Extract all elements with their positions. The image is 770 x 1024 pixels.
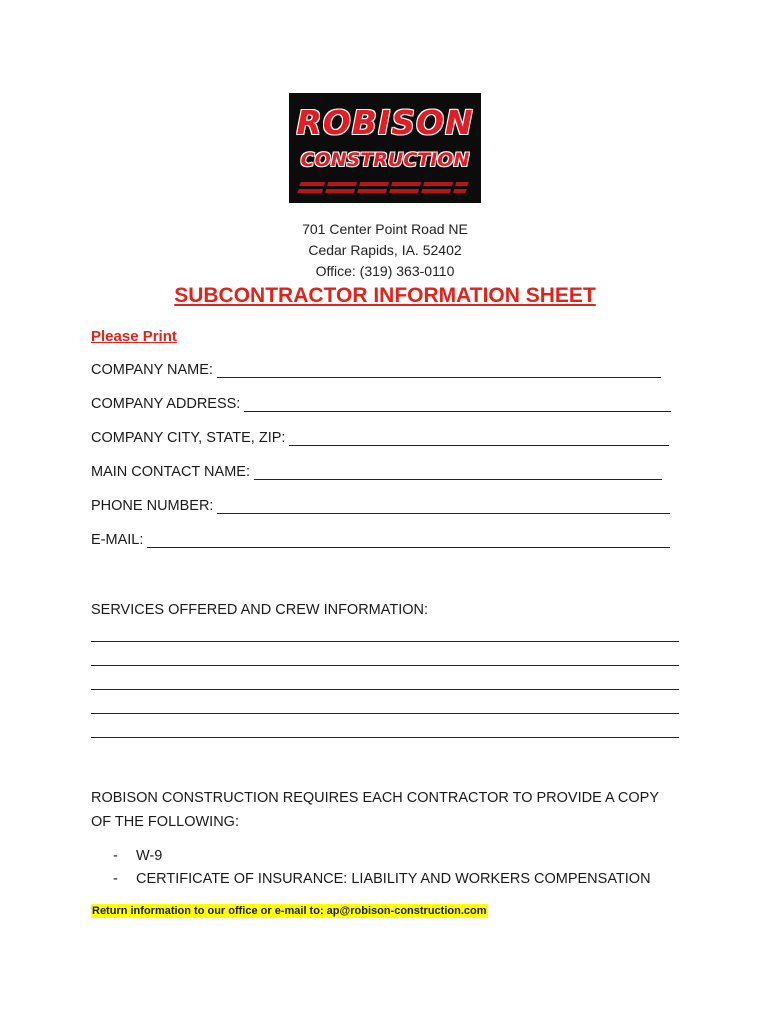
requirement-text: ROBISON CONSTRUCTION REQUIRES EACH CONTRACTOR TO PROVIDE A COPY OF THE FOLLOWING: bbox=[91, 790, 659, 830]
logo-stripes-icon bbox=[297, 181, 473, 195]
phone-input[interactable] bbox=[217, 499, 670, 514]
main-contact-field[interactable] bbox=[91, 464, 662, 480]
bullet-dash: - bbox=[113, 871, 118, 887]
requirement-item-w9: W-9 bbox=[136, 848, 163, 864]
email-field[interactable] bbox=[91, 532, 670, 548]
company-name-field[interactable] bbox=[91, 362, 661, 378]
email-input[interactable] bbox=[147, 533, 670, 548]
email-label: E-MAIL: bbox=[91, 532, 144, 548]
services-line[interactable] bbox=[91, 688, 679, 690]
bullet-dash: - bbox=[113, 848, 118, 864]
requirement-item-insurance: CERTIFICATE OF INSURANCE: LIABILITY AND WORKERS COMPENSATION bbox=[136, 871, 651, 887]
address-street: 701 Center Point Road NE bbox=[302, 221, 468, 237]
phone-label: PHONE NUMBER: bbox=[91, 498, 214, 514]
services-line[interactable] bbox=[91, 640, 679, 642]
return-info-note: Return information to our office or e-mail to: ap@robison-construction.com bbox=[92, 905, 487, 917]
company-address-label: COMPANY ADDRESS: bbox=[91, 396, 241, 412]
address-city: Cedar Rapids, IA. 52402 bbox=[308, 242, 462, 258]
please-print-label: Please Print bbox=[91, 328, 177, 345]
company-city-label: COMPANY CITY, STATE, ZIP: bbox=[91, 430, 286, 446]
phone-field[interactable] bbox=[91, 498, 670, 514]
company-address-field[interactable] bbox=[91, 396, 671, 412]
services-line[interactable] bbox=[91, 736, 679, 738]
company-logo bbox=[289, 93, 481, 203]
page-title: SUBCONTRACTOR INFORMATION SHEET bbox=[174, 284, 596, 307]
company-address-input[interactable] bbox=[244, 397, 671, 412]
logo-line2: CONSTRUCTION bbox=[300, 149, 470, 171]
company-name-input[interactable] bbox=[217, 363, 661, 378]
main-contact-label: MAIN CONTACT NAME: bbox=[91, 464, 250, 480]
services-line[interactable] bbox=[91, 712, 679, 714]
office-phone: Office: (319) 363-0110 bbox=[315, 263, 455, 279]
logo-line1: ROBISON bbox=[296, 103, 474, 142]
company-city-field[interactable] bbox=[91, 430, 669, 446]
services-line[interactable] bbox=[91, 664, 679, 666]
services-label: SERVICES OFFERED AND CREW INFORMATION: bbox=[91, 602, 429, 618]
company-name-label: COMPANY NAME: bbox=[91, 362, 213, 378]
main-contact-input[interactable] bbox=[254, 465, 662, 480]
company-city-input[interactable] bbox=[289, 431, 669, 446]
